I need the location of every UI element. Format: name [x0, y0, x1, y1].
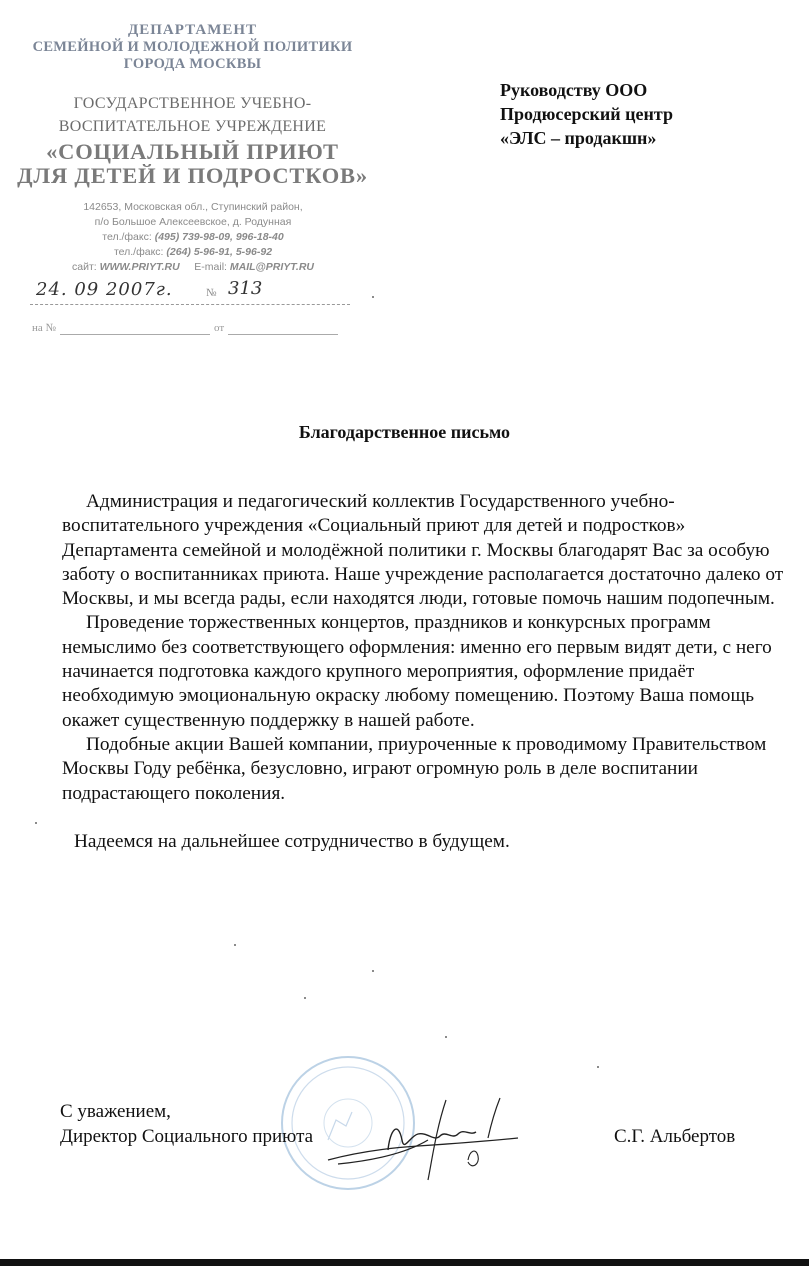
phone-label: тел./факс:: [102, 231, 152, 243]
signer-name: С.Г. Альбертов: [614, 1126, 736, 1147]
web-line: [28, 260, 358, 275]
scan-speck: [234, 944, 236, 946]
number-label: №: [206, 287, 217, 299]
letterhead-contacts: [28, 200, 358, 275]
body-paragraph-1: Администрация и педагогический коллектив Государственного учебно-воспитательного учреждения «Социальный приют для детей и подростков» Департамента семейной и молодёжной политики г. Москвы благодарят Вас за особую заботу о воспитанниках приюта. Наше учреждение располагается достаточно далеко от Москвы, и мы всегда рады, если находятся люди, готовые помочь нашим подопечным.: [62, 491, 784, 610]
phone-line-1: [28, 230, 358, 245]
handwritten-signature: [318, 1090, 548, 1195]
phone-line-2: [28, 245, 358, 260]
letterhead-institution-type: [0, 92, 385, 138]
phone-label: тел./факс:: [113, 246, 164, 258]
handwritten-date: 24. 09 2007г.: [36, 279, 173, 300]
scan-speck: [35, 822, 37, 824]
letter-body: [62, 490, 784, 854]
reference-line: [32, 322, 338, 335]
signer-position: Директор Социального приюта: [60, 1126, 314, 1147]
ref-date-blank: [228, 322, 338, 335]
letterhead-institution-name: [0, 140, 385, 188]
scan-bottom-edge: [0, 1259, 809, 1266]
addressee-line-3: «ЭЛС – продакшн»: [500, 128, 657, 148]
regards-line: С уважением,: [60, 1101, 171, 1122]
scan-speck: [445, 1036, 447, 1038]
scan-speck: [304, 997, 306, 999]
addressee-line-2: Продюсерский центр: [500, 104, 673, 124]
address-line-2: п/о Большое Алексеевское, д. Родунная: [94, 216, 292, 228]
scan-speck: [372, 970, 374, 972]
addressee-line-1: Руководству ООО: [500, 80, 648, 100]
body-paragraph-3: Подобные акции Вашей компании, приуроченные к проводимому Правительством Москвы Году ребёнка, безусловно, играют огромную роль в деле воспитании подрастающего поколения.: [62, 733, 767, 804]
department-line-2: СЕМЕЙНОЙ И МОЛОДЕЖНОЙ ПОЛИТИКИ: [32, 39, 353, 55]
letter-title: Благодарственное письмо: [298, 422, 511, 442]
ref-number-blank: [60, 322, 210, 335]
department-line-1: ДЕПАРТАМЕНТ: [127, 22, 258, 38]
site-url: WWW.PRIYT.RU: [99, 261, 180, 273]
institution-line-1: ГОСУДАРСТВЕННОЕ УЧЕБНО-: [73, 95, 312, 112]
ref-number-label: на №: [32, 322, 57, 334]
letterhead-department: [0, 22, 385, 73]
addressee-block: [500, 78, 673, 150]
body-paragraph-2: Проведение торжественных концертов, праздников и конкурсных программ немыслимо без соответствующего оформления: именно его первым видят дети, с него начинается подготовка каждого крупного мероприятия, оформление придаёт необходимую эмоциональную окраску любому помещению. Поэтому Ваша помощь окажет существенную поддержку в нашей работе.: [62, 612, 772, 731]
phone-numbers: (264) 5-96-91, 5-96-92: [166, 246, 273, 258]
address-line-1: 142653, Московская обл., Ступинский район,: [83, 201, 303, 213]
institution-name-line-2: ДЛЯ ДЕТЕЙ И ПОДРОСТКОВ»: [17, 163, 368, 188]
department-line-3: ГОРОДА МОСКВЫ: [123, 56, 262, 72]
institution-name-line-1: «СОЦИАЛЬНЫЙ ПРИЮТ: [46, 139, 339, 164]
phone-numbers: (495) 739-98-09, 996-18-40: [154, 231, 284, 243]
ref-from-label: от: [214, 322, 225, 334]
institution-line-2: ВОСПИТАТЕЛЬНОЕ УЧРЕЖДЕНИЕ: [58, 118, 327, 135]
closing-line: Надеемся на дальнейшее сотрудничество в будущем.: [74, 830, 510, 852]
email-label: E-mail:: [194, 261, 227, 273]
site-label: сайт:: [71, 261, 97, 273]
scan-speck: [372, 296, 374, 298]
email-address: MAIL@PRIYT.RU: [229, 261, 314, 273]
scan-speck: [597, 1066, 599, 1068]
handwritten-number: 313: [228, 278, 263, 299]
